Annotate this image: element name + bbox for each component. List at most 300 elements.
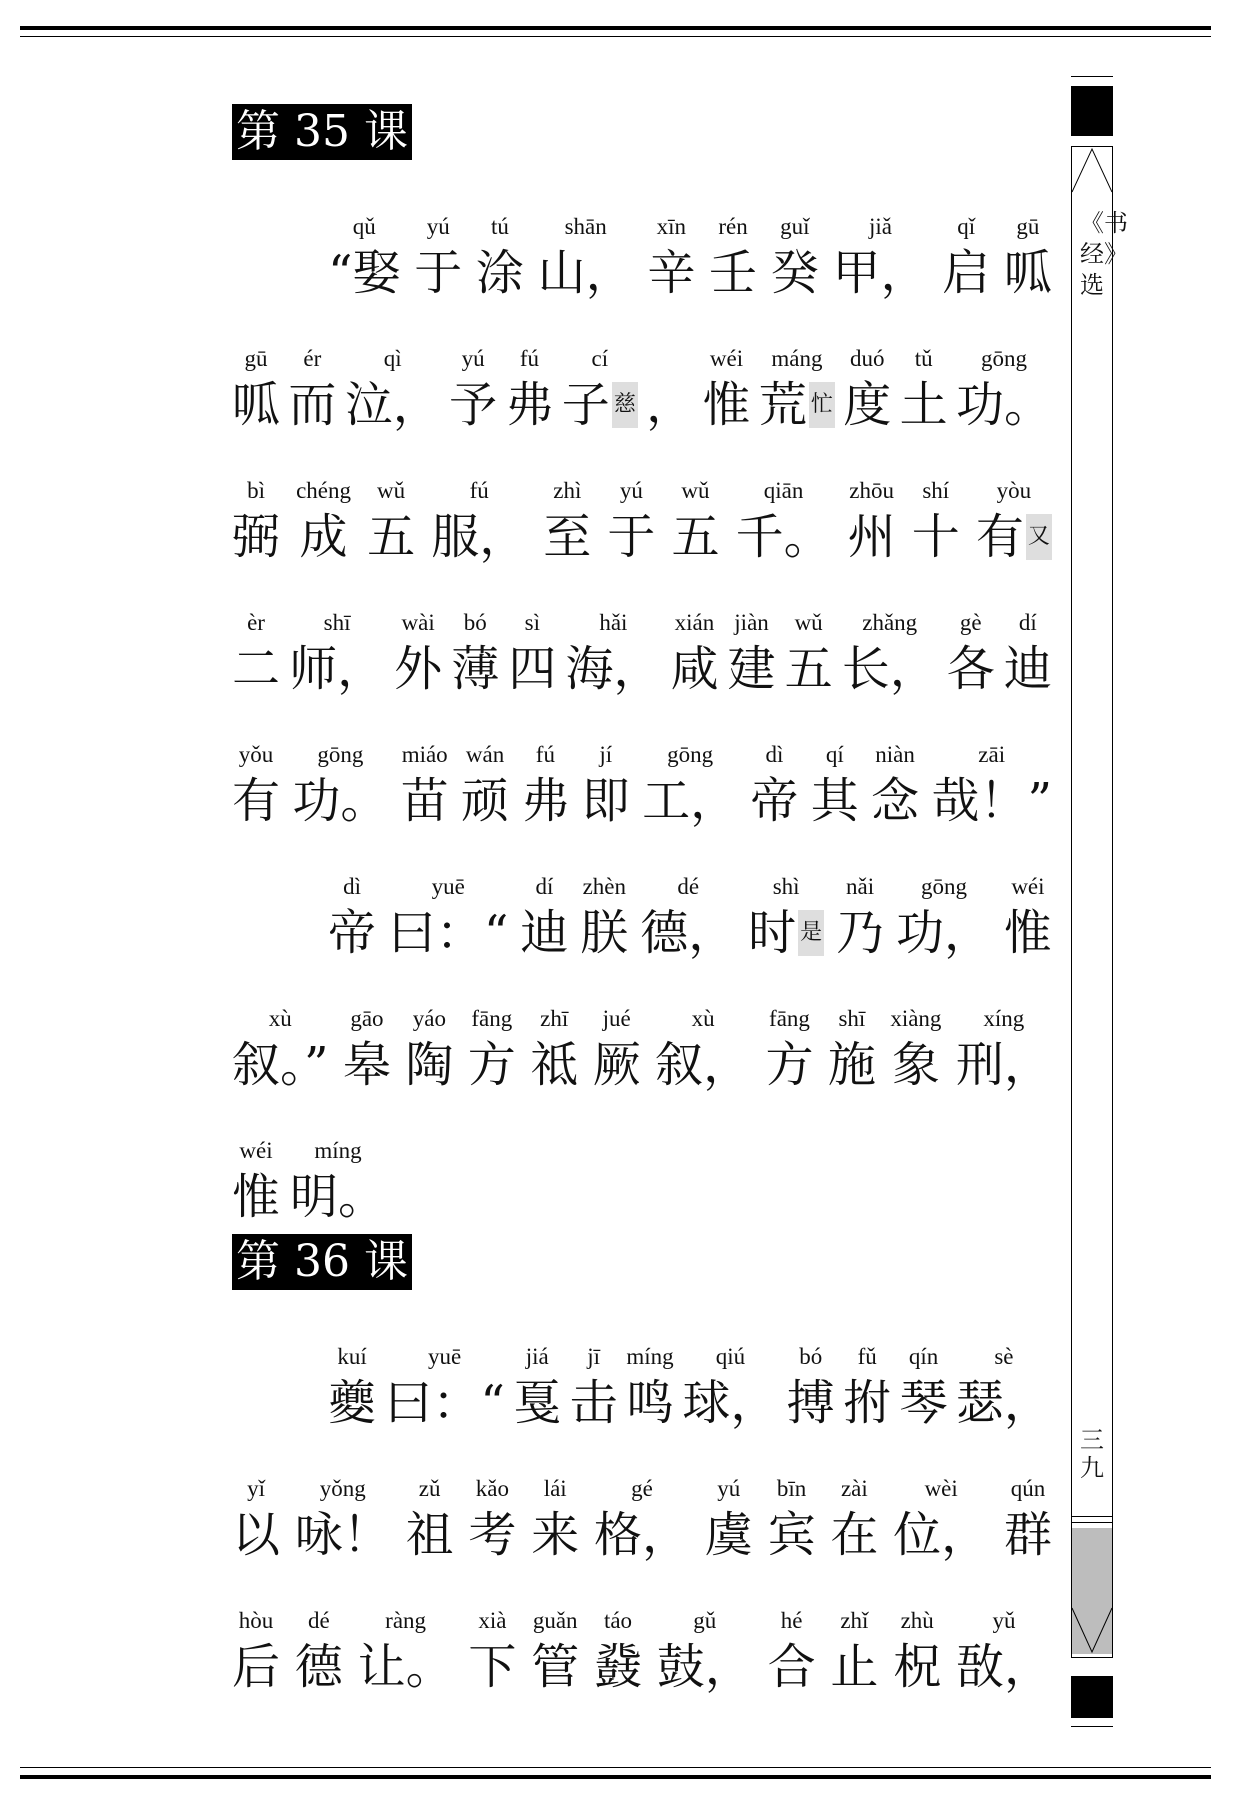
pinyin: shī	[323, 610, 351, 635]
pinyin: yú	[619, 478, 643, 503]
hanzi: 群	[1003, 1507, 1052, 1563]
pinyin: zǔ	[418, 1476, 441, 1501]
ruby-unit	[832, 212, 928, 304]
pinyin: shì	[772, 874, 800, 899]
pinyin: táo	[603, 1608, 633, 1633]
pinyin: zāi	[978, 742, 1006, 767]
hanzi: 服，	[431, 509, 528, 565]
ruby-unit	[848, 476, 896, 568]
pinyin: hǎi	[599, 610, 628, 635]
ruby-unit	[594, 1474, 690, 1566]
pinyin: qiú	[715, 1344, 746, 1369]
pinyin: guǐ	[780, 214, 810, 239]
hanzi: 乃	[836, 905, 885, 961]
hanzi: 德	[294, 1639, 343, 1695]
sidebar-gray-block	[1072, 1528, 1112, 1654]
pinyin: yuē	[428, 1344, 462, 1369]
pinyin: yuē	[431, 874, 465, 899]
pinyin: dé	[677, 874, 700, 899]
pinyin: fú	[535, 742, 555, 767]
ruby-unit	[505, 344, 553, 436]
hanzi: 癸	[770, 245, 819, 301]
ruby-unit	[642, 740, 738, 832]
ruby-unit	[828, 1004, 876, 1096]
hanzi: 迪	[520, 905, 569, 961]
pinyin: zhī	[540, 1006, 569, 1031]
hanzi: 格，	[593, 1507, 690, 1563]
hanzi: 土	[899, 377, 948, 433]
hanzi: 至	[543, 509, 592, 565]
hanzi: 下	[468, 1639, 517, 1695]
hanzi: 惟	[702, 377, 751, 433]
hanzi: 弗	[505, 377, 554, 433]
ruby-unit	[705, 1474, 753, 1566]
hanzi: 哉！”	[931, 773, 1052, 829]
pinyin: zhù	[900, 1608, 934, 1633]
pinyin: zhèn	[582, 874, 627, 899]
pinyin: qǐ	[957, 214, 976, 239]
ruby-unit	[232, 1606, 280, 1698]
hanzi: 功。	[955, 377, 1052, 433]
pinyin: gōng	[921, 874, 967, 899]
ruby-unit	[343, 1004, 391, 1096]
ruby-unit	[655, 1004, 751, 1096]
ruby-unit	[476, 212, 524, 304]
hanzi: 成	[299, 509, 348, 565]
variant-note: 忙	[809, 382, 835, 428]
text-line	[232, 1302, 1052, 1434]
hanzi: 曰：“	[384, 1375, 505, 1431]
text-line	[232, 436, 1052, 568]
text-line	[232, 964, 1052, 1096]
pinyin: wǔ	[681, 478, 710, 503]
pinyin: yǒng	[319, 1476, 366, 1501]
ruby-unit	[292, 740, 388, 832]
ruby-unit	[768, 1474, 816, 1566]
hanzi: 泣，	[344, 377, 441, 433]
ruby-unit	[565, 608, 661, 700]
pinyin: bó	[463, 610, 487, 635]
ruby-unit	[451, 608, 499, 700]
pinyin: fāng	[471, 1006, 513, 1031]
pinyin: jiàn	[734, 610, 769, 635]
ruby-unit	[232, 1474, 280, 1566]
pinyin: fú	[469, 478, 489, 503]
ruby-unit	[956, 1606, 1052, 1698]
hanzi: 五	[671, 509, 720, 565]
ruby-unit	[811, 740, 859, 832]
hanzi: 球，	[682, 1375, 779, 1431]
hanzi: 壬	[709, 245, 758, 301]
pinyin: wéi	[709, 346, 744, 371]
pinyin: miáo	[401, 742, 448, 767]
sidebar-bottom-line	[1071, 1726, 1113, 1727]
pinyin: bīn	[776, 1476, 807, 1501]
pinyin: kǎo	[475, 1476, 509, 1501]
hanzi: 海，	[565, 641, 662, 697]
hanzi: 皋	[342, 1037, 391, 1093]
ruby-unit	[295, 1474, 391, 1566]
hanzi: 柷	[893, 1639, 942, 1695]
pinyin: wèi	[924, 1476, 958, 1501]
pinyin: nǎi	[846, 874, 875, 899]
ruby-unit	[1004, 1474, 1052, 1566]
hanzi: 让。	[357, 1639, 454, 1695]
ruby-unit	[896, 872, 992, 964]
pinyin: yú	[461, 346, 485, 371]
hanzi: 十	[911, 509, 960, 565]
hanzi: 辛	[647, 245, 696, 301]
pinyin: jí	[599, 742, 613, 767]
top-rule-thin	[20, 36, 1211, 37]
hanzi: 咏！	[294, 1507, 391, 1563]
hanzi: 功，	[896, 905, 993, 961]
pinyin: sè	[994, 1344, 1014, 1369]
pinyin: guǎn	[532, 1608, 578, 1633]
ruby-unit	[461, 740, 509, 832]
ruby-unit	[562, 344, 638, 436]
pinyin: shí	[922, 478, 950, 503]
ruby-unit	[682, 1342, 778, 1434]
ruby-unit	[232, 476, 280, 568]
pinyin: yòu	[996, 478, 1032, 503]
hanzi: 击	[569, 1375, 618, 1431]
ruby-unit	[900, 1342, 948, 1434]
pinyin: sì	[524, 610, 540, 635]
pinyin: jué	[602, 1006, 631, 1031]
hanzi: 帝	[328, 905, 377, 961]
ruby-unit	[580, 872, 628, 964]
hanzi: 千。	[735, 509, 832, 565]
ruby-unit	[582, 740, 630, 832]
pinyin: duó	[850, 346, 885, 371]
ruby-unit	[232, 1004, 329, 1096]
pinyin: gé	[631, 1476, 653, 1501]
ruby-unit	[570, 1342, 618, 1434]
hanzi: 甲，	[832, 245, 929, 301]
ruby-unit	[640, 872, 736, 964]
pinyin: jiǎ	[868, 214, 892, 239]
hanzi: 施	[827, 1037, 876, 1093]
ruby-unit	[912, 476, 960, 568]
ruby-unit	[956, 344, 1052, 436]
ruby-unit	[328, 1342, 376, 1434]
hanzi: 合	[767, 1639, 816, 1695]
hanzi: 明。	[290, 1169, 387, 1225]
text-line	[232, 568, 1052, 700]
hanzi: 功。	[292, 773, 389, 829]
hanzi: 叙，	[655, 1037, 752, 1093]
ruby-unit	[593, 1004, 641, 1096]
ruby-unit	[836, 872, 884, 964]
pinyin: máng	[771, 346, 823, 371]
hanzi: 后	[232, 1639, 281, 1695]
hanzi: 祗	[530, 1037, 579, 1093]
hanzi: 五	[367, 509, 416, 565]
ruby-unit	[956, 1004, 1052, 1096]
ruby-unit	[830, 1474, 878, 1566]
bottom-rule-thick	[20, 1775, 1211, 1779]
pinyin: ràng	[385, 1608, 427, 1633]
pinyin: kuí	[337, 1344, 367, 1369]
pinyin: qǔ	[352, 214, 376, 239]
ruby-unit	[931, 740, 1052, 832]
pinyin: niàn	[875, 742, 915, 767]
hanzi: 帝	[750, 773, 799, 829]
pinyin: dí	[1018, 610, 1037, 635]
hanzi: 夔	[328, 1375, 377, 1431]
text-line	[232, 700, 1052, 832]
ruby-unit	[290, 1136, 386, 1228]
text-line	[232, 1434, 1052, 1566]
hanzi: 厥	[592, 1037, 641, 1093]
hanzi: 时 是	[748, 905, 823, 961]
text-line	[232, 304, 1052, 436]
pinyin: fú	[519, 346, 540, 371]
ruby-unit	[232, 740, 280, 832]
pinyin: míng	[626, 1344, 674, 1369]
pinyin: èr	[247, 610, 265, 635]
ruby-unit	[830, 1606, 878, 1698]
hanzi: 荒 忙	[758, 377, 833, 433]
hanzi: 有 又	[975, 509, 1050, 565]
ruby-unit	[289, 608, 385, 700]
hanzi: 叙。”	[232, 1037, 329, 1093]
hanzi: 迪	[1003, 641, 1052, 697]
ruby-unit	[736, 476, 832, 568]
pinyin: qín	[908, 1344, 939, 1369]
pinyin: míng	[314, 1138, 362, 1163]
text-line	[232, 172, 1052, 304]
hanzi: 建	[727, 641, 776, 697]
pinyin: qiān	[763, 478, 804, 503]
ruby-unit	[1004, 872, 1052, 964]
variant-note: 慈	[612, 382, 638, 428]
paragraph	[232, 172, 1052, 832]
hanzi: 来	[531, 1507, 580, 1563]
hanzi: 琴	[899, 1375, 948, 1431]
hanzi: 予	[449, 377, 498, 433]
pinyin: yú	[717, 1476, 741, 1501]
ruby-unit	[842, 608, 938, 700]
ruby-unit	[367, 476, 415, 568]
text-line	[232, 1096, 1052, 1228]
hanzi: 于	[607, 509, 656, 565]
ruby-unit	[1004, 608, 1052, 700]
hanzi: 刑，	[955, 1037, 1052, 1093]
hanzi: 即	[581, 773, 630, 829]
ruby-unit	[538, 212, 634, 304]
ruby-unit	[531, 1474, 579, 1566]
pinyin: gǔ	[693, 1608, 717, 1633]
ruby-unit	[768, 1606, 816, 1698]
ruby-unit	[406, 1474, 454, 1566]
hanzi: 位，	[893, 1507, 990, 1563]
pinyin: jī	[587, 1344, 601, 1369]
ruby-unit	[893, 1474, 989, 1566]
hanzi: 顽	[461, 773, 510, 829]
ruby-unit	[468, 1606, 516, 1698]
hanzi: 二	[232, 641, 281, 697]
ruby-unit	[388, 872, 509, 964]
hanzi: 咸	[670, 641, 719, 697]
lesson-title: 第 36 课	[232, 1234, 412, 1290]
hanzi: 其	[810, 773, 859, 829]
ruby-unit	[787, 1342, 835, 1434]
pinyin: gū	[244, 346, 268, 371]
ruby-unit	[513, 1342, 561, 1434]
pinyin: gāo	[350, 1006, 384, 1031]
hanzi: 宾	[767, 1507, 816, 1563]
pinyin: gōng	[317, 742, 364, 767]
ruby-unit	[942, 212, 990, 304]
hanzi: 惟	[1003, 905, 1052, 961]
pinyin: bó	[799, 1344, 823, 1369]
ruby-unit	[508, 608, 556, 700]
pinyin: ér	[303, 346, 322, 371]
hanzi: 陶	[405, 1037, 454, 1093]
pinyin: fǔ	[857, 1344, 877, 1369]
sidebar-bottom-chevron-icon	[1072, 1528, 1112, 1654]
pinyin: xīn	[656, 214, 687, 239]
hanzi: 念	[871, 773, 920, 829]
sidebar-divider-2	[1071, 1522, 1113, 1523]
sidebar-top-block	[1071, 86, 1113, 136]
pinyin: chéng	[296, 478, 352, 503]
pinyin: xù	[691, 1006, 715, 1031]
ruby-unit	[900, 344, 948, 436]
ruby-unit	[750, 740, 798, 832]
hanzi: 曰：“	[387, 905, 509, 961]
pinyin: cí	[591, 346, 609, 371]
hanzi: 止	[830, 1639, 879, 1695]
ruby-unit	[328, 872, 376, 964]
variant-note: 是	[798, 910, 824, 956]
hanzi: 祖	[405, 1507, 454, 1563]
pinyin: xián	[674, 610, 715, 635]
ruby-unit	[843, 1342, 891, 1434]
hanzi: 方	[467, 1037, 516, 1093]
pinyin: tú	[491, 214, 509, 239]
ruby-unit	[405, 1004, 453, 1096]
pinyin: yǔ	[992, 1608, 1016, 1633]
pinyin: gōng	[667, 742, 714, 767]
lesson-title: 第 35 课	[232, 104, 412, 160]
hanzi: 象	[891, 1037, 940, 1093]
ruby-unit	[956, 1342, 1052, 1434]
hanzi: 涂	[475, 245, 524, 301]
ruby-unit	[345, 344, 441, 436]
hanzi: 而	[288, 377, 337, 433]
ruby-unit	[657, 1606, 753, 1698]
hanzi: 五	[784, 641, 833, 697]
ruby-unit	[414, 212, 462, 304]
pinyin: hé	[780, 1608, 803, 1633]
pinyin: rén	[718, 214, 748, 239]
ruby-unit	[785, 608, 833, 700]
pinyin: hòu	[238, 1608, 274, 1633]
ruby-unit	[871, 740, 919, 832]
ruby-unit	[703, 344, 751, 436]
hanzi: 惟	[232, 1169, 281, 1225]
ruby-unit	[607, 476, 655, 568]
ruby-unit	[296, 476, 351, 568]
ruby-unit	[295, 1606, 343, 1698]
sidebar-bottom-block	[1071, 1676, 1113, 1718]
pinyin: xiàng	[890, 1006, 942, 1031]
text-line	[232, 832, 1052, 964]
hanzi: 于	[414, 245, 463, 301]
hanzi: 呱	[1003, 245, 1052, 301]
ruby-unit	[843, 344, 891, 436]
ruby-unit	[671, 476, 719, 568]
pinyin: wài	[401, 610, 435, 635]
pinyin: dì	[765, 742, 784, 767]
hanzi: 呱	[232, 377, 281, 433]
hanzi: 弼	[232, 509, 281, 565]
hanzi: 山，	[537, 245, 634, 301]
hanzi: 外	[394, 641, 443, 697]
ruby-unit	[468, 1474, 516, 1566]
pinyin: gōng	[980, 346, 1027, 371]
hanzi: 子 慈	[561, 377, 636, 433]
hanzi: 师，	[289, 641, 386, 697]
hanzi: 州	[847, 509, 896, 565]
hanzi: 苗	[400, 773, 449, 829]
pinyin: qì	[383, 346, 402, 371]
ruby-unit	[626, 1342, 674, 1434]
pinyin: yǒu	[238, 742, 274, 767]
ruby-unit	[728, 608, 776, 700]
ruby-unit	[394, 608, 442, 700]
hanzi: 薄	[451, 641, 500, 697]
ruby-unit	[759, 344, 835, 436]
ruby-unit	[771, 212, 819, 304]
hanzi: 有	[232, 773, 281, 829]
ruby-unit	[1004, 212, 1052, 304]
hanzi: 戛	[513, 1375, 562, 1431]
ruby-unit	[748, 872, 824, 964]
hanzi: 鼓，	[656, 1639, 753, 1695]
sidebar-divider	[1071, 1516, 1113, 1517]
pinyin: dí	[535, 874, 554, 899]
hanzi: 工，	[642, 773, 739, 829]
pinyin: zhǎng	[862, 610, 918, 635]
sidebar-top-chevron-icon	[1072, 147, 1112, 207]
bottom-rule-thin	[20, 1767, 1211, 1768]
pinyin: fāng	[769, 1006, 810, 1031]
pinyin: yǐ	[247, 1476, 265, 1501]
pinyin: zhōu	[849, 478, 895, 503]
book-title: 《书经》选	[1080, 209, 1128, 299]
ruby-unit	[449, 344, 497, 436]
paragraph	[232, 1302, 1052, 1698]
hanzi: ，	[646, 377, 695, 433]
hanzi: 鼗	[593, 1639, 642, 1695]
pinyin: zài	[840, 1476, 868, 1501]
variant-note: 又	[1026, 514, 1052, 560]
ruby-unit	[232, 344, 280, 436]
ruby-unit	[947, 608, 995, 700]
ruby-unit	[893, 1606, 941, 1698]
pinyin: gū	[1016, 214, 1040, 239]
hanzi: 德，	[640, 905, 737, 961]
hanzi: 考	[468, 1507, 517, 1563]
hanzi: 长，	[841, 641, 938, 697]
lesson-content	[232, 80, 1052, 1698]
chapter-sidebar	[1071, 76, 1128, 1726]
ruby-unit	[468, 1004, 516, 1096]
